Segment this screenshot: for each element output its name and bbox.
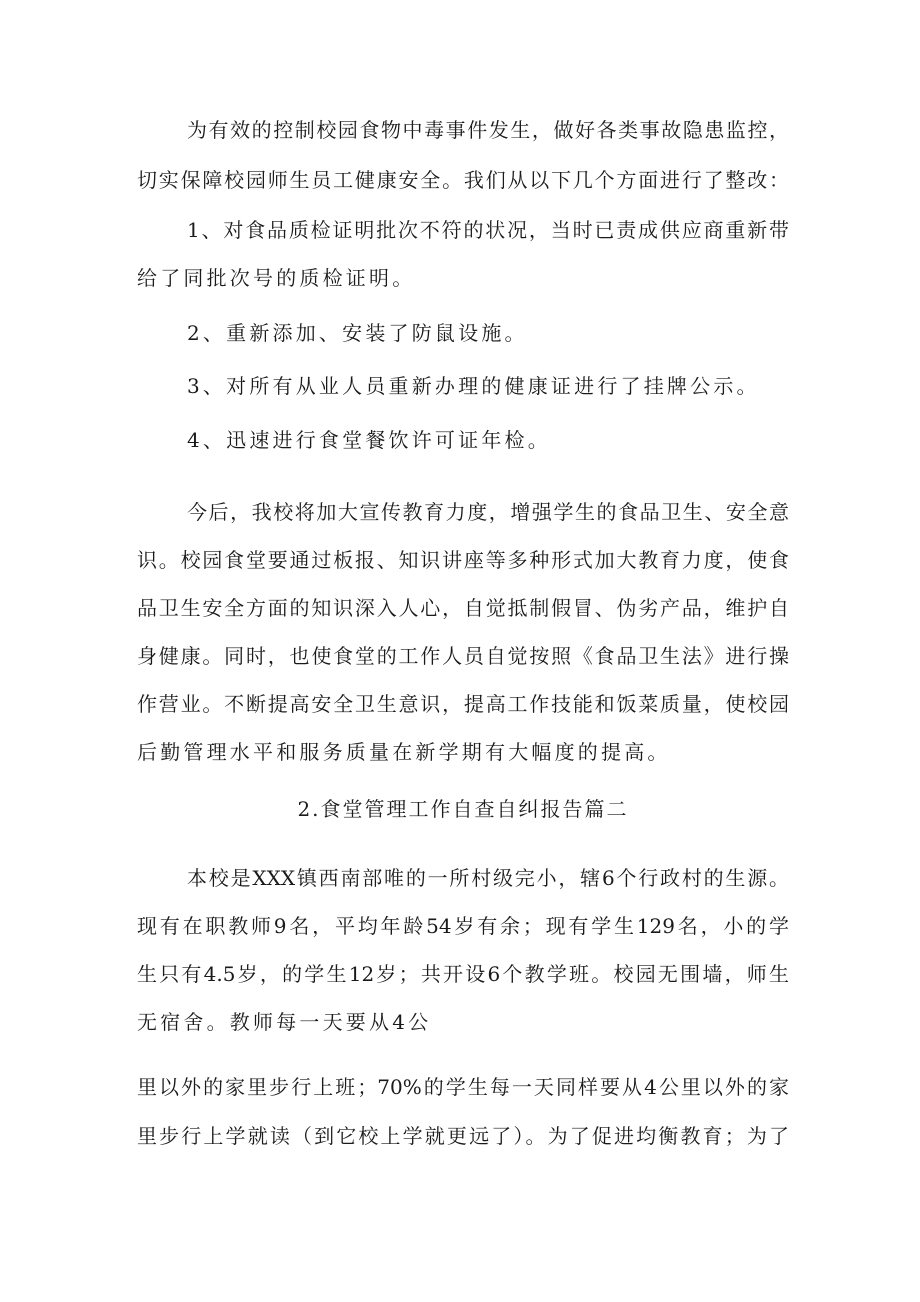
paragraph-2-line-2: 识。校园食堂要通过板报、知识讲座等多种形式加大教育力度，使食	[137, 548, 789, 572]
paragraph-1-line-2: 切实保障校园师生员工健康安全。我们从以下几个方面进行了整改：	[137, 168, 789, 192]
section-heading: 2.食堂管理工作自查自纠报告篇二	[297, 797, 629, 821]
paragraph-2-line-5: 作营业。不断提高安全卫生意识，提高工作技能和饭菜质量，使校园	[137, 692, 789, 716]
item-1-line-1: 1、对食品质检证明批次不符的状况，当时已责成供应商重新带	[187, 218, 789, 242]
paragraph-3-line-1: 本校是XXX镇西南部唯的一所村级完小，辖6个行政村的生源。	[187, 866, 789, 890]
paragraph-2-line-1: 今后，我校将加大宣传教育力度，增强学生的食品卫生、安全意	[187, 500, 789, 524]
paragraph-4-line-2: 里步行上学就读（到它校上学就更远了）。为了促进均衡教育；为了	[137, 1124, 789, 1148]
paragraph-3-line-4: 无宿舍。教师每一天要从4公	[137, 1010, 432, 1034]
paragraph-1-line-1: 为有效的控制校园食物中毒事件发生，做好各类事故隐患监控，	[187, 118, 789, 142]
item-2: 2、重新添加、安装了防鼠设施。	[187, 321, 528, 345]
paragraph-3-line-2: 现有在职教师9名，平均年龄54岁有余；现有学生129名，小的学	[137, 914, 789, 938]
paragraph-4-line-1: 里以外的家里步行上班；70%的学生每一天同样要从4公里以外的家	[137, 1075, 789, 1099]
item-3: 3、对所有从业人员重新办理的健康证进行了挂牌公示。	[187, 374, 760, 398]
item-1-line-2: 给了同批次号的质检证明。	[137, 266, 416, 290]
paragraph-2-line-4: 身健康。同时，也使食堂的工作人员自觉按照《食品卫生法》进行操	[137, 644, 789, 668]
paragraph-2-line-3: 品卫生安全方面的知识深入人心，自觉抵制假冒、伪劣产品，维护自	[137, 596, 789, 620]
item-4: 4、迅速进行食堂餐饮许可证年检。	[187, 428, 551, 452]
paragraph-3-line-3: 生只有4.5岁，的学生12岁；共开设6个教学班。校园无围墙，师生	[137, 962, 789, 986]
paragraph-2-line-6: 后勤管理水平和服务质量在新学期有大幅度的提高。	[137, 740, 671, 764]
